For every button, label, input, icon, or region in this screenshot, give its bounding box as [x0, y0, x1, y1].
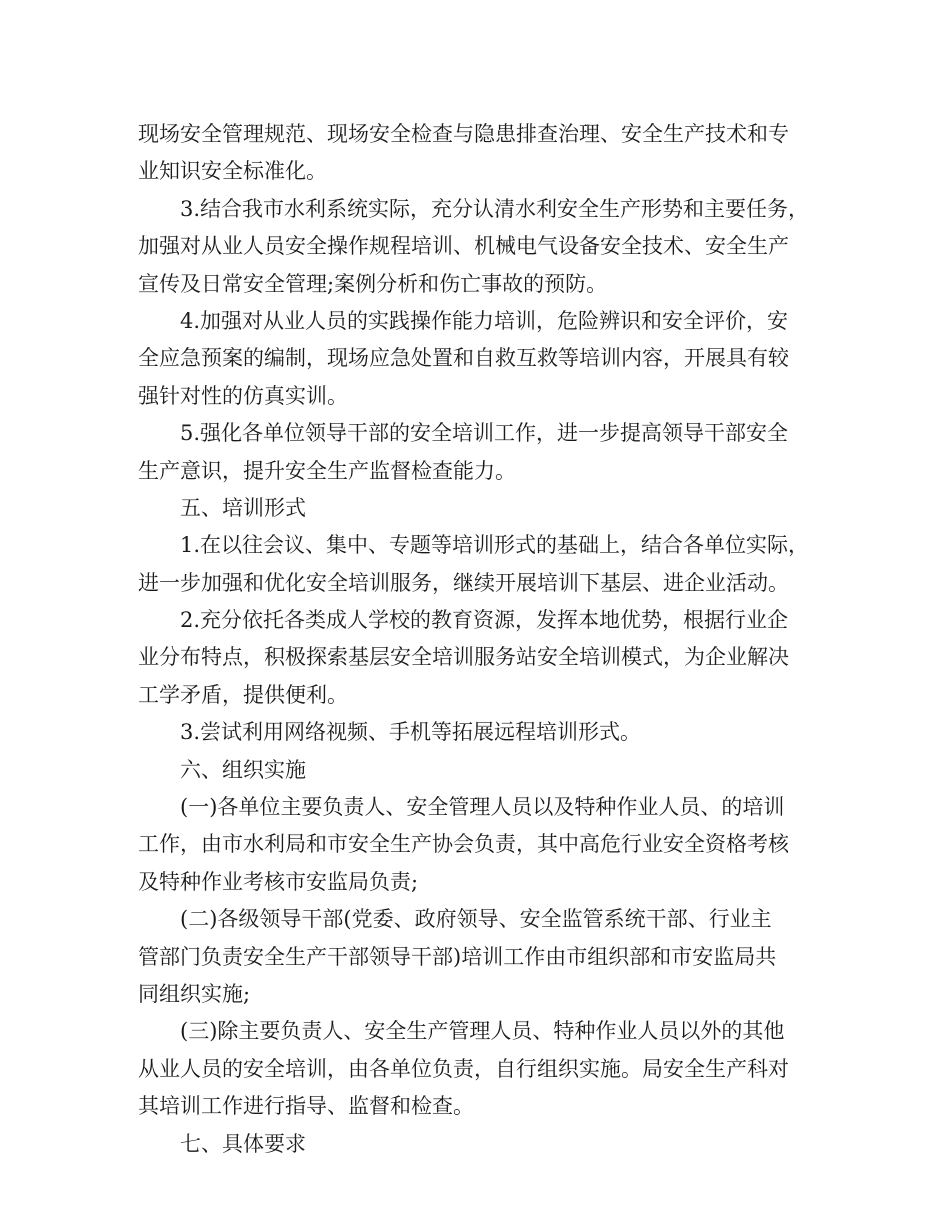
text-line: 工作，由市水利局和市安全生产协会负责，其中高危行业安全资格考核 — [138, 832, 789, 857]
section-heading: 七、具体要求 — [180, 1131, 306, 1156]
text-line: 加强对从业人员安全操作规程培训、机械电气设备安全技术、安全生产 — [138, 234, 789, 259]
text-line: 3.结合我市水利系统实际，充分认清水利安全生产形势和主要任务， — [180, 196, 810, 221]
text-line: 其培训工作进行指导、监督和检查。 — [138, 1094, 474, 1119]
text-line: 3.尝试利用网络视频、手机等拓展远程培训形式。 — [180, 720, 642, 745]
text-line: 宣传及日常安全管理;案例分析和伤亡事故的预防。 — [138, 271, 608, 296]
text-line: 1.在以往会议、集中、专题等培训形式的基础上，结合各单位实际， — [180, 533, 810, 558]
document-body — [138, 116, 822, 1163]
text-line: (二)各级领导干部(党委、政府领导、安全监管系统干部、行业主 — [180, 907, 772, 932]
text-line: (三)除主要负责人、安全生产管理人员、特种作业人员以外的其他 — [180, 1019, 785, 1044]
text-line: 业分布特点，积极探索基层安全培训服务站安全培训模式，为企业解决 — [138, 645, 789, 670]
section-heading: 五、培训形式 — [180, 495, 306, 520]
text-line: 从业人员的安全培训，由各单位负责，自行组织实施。局安全生产科对 — [138, 1056, 789, 1081]
text-line: 4.加强对从业人员的实践操作能力培训，危险辨识和安全评价，安 — [180, 308, 789, 333]
text-line: 强针对性的仿真实训。 — [138, 383, 348, 408]
text-line: 5.强化各单位领导干部的安全培训工作，进一步提高领导干部安全 — [180, 421, 789, 446]
text-line: 及特种作业考核市安监局负责; — [138, 869, 419, 894]
section-heading: 六、组织实施 — [180, 757, 306, 782]
text-line: 同组织实施; — [138, 981, 251, 1006]
text-line: 工学矛盾，提供便利。 — [138, 682, 348, 707]
text-line: 现场安全管理规范、现场安全检查与隐患排查治理、安全生产技术和专 — [138, 122, 789, 146]
text-line: 业知识安全标准化。 — [138, 159, 327, 184]
text-line: 进一步加强和优化安全培训服务，继续开展培训下基层、进企业活动。 — [138, 570, 789, 595]
text-line: 生产意识，提升安全生产监督检查能力。 — [138, 458, 516, 483]
text-line: (一)各单位主要负责人、安全管理人员以及特种作业人员、的培训 — [180, 795, 785, 820]
text-line: 全应急预案的编制，现场应急处置和自救互救等培训内容，开展具有较 — [138, 346, 789, 371]
text-line: 2.充分依托各类成人学校的教育资源，发挥本地优势，根据行业企 — [180, 608, 789, 633]
text-line: 管部门负责安全生产干部领导干部)培训工作由市组织部和市安监局共 — [138, 944, 777, 969]
